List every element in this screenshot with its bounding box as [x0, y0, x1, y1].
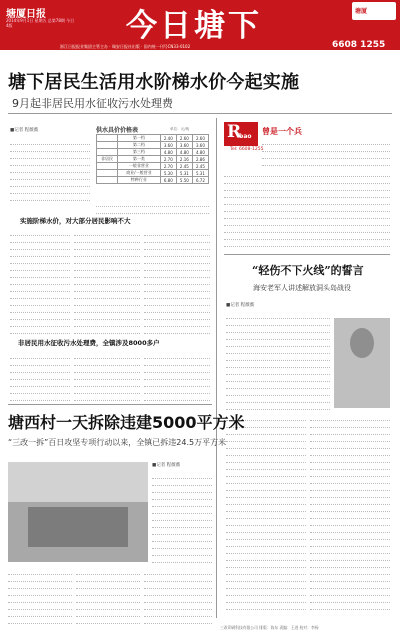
logo-text: 塘厦: [355, 8, 368, 15]
masthead: [0, 0, 400, 44]
price-table: [96, 134, 209, 184]
table-row: 第二档 3.60 3.60 3.60: [97, 142, 209, 149]
cut-story-body-4: [144, 568, 212, 624]
lead-body-7: [144, 352, 210, 402]
divider: [224, 254, 390, 255]
lead-body-3: [74, 229, 140, 334]
column-name: 曾是一个兵: [262, 127, 302, 136]
page-title: 今日塘下: [126, 8, 262, 44]
price-table-title: 供水具价价格表: [96, 127, 139, 134]
column-body: [224, 170, 390, 248]
column-divider: [216, 118, 217, 618]
table-row: 特种行业 6.80 5.50 6.72: [97, 177, 209, 184]
lead-body-1: [10, 138, 90, 208]
paper-name: 塘厦日报: [6, 9, 46, 20]
paper-logo: [352, 2, 396, 20]
cut-story-body-3: [76, 568, 140, 624]
lead-subsection-1: 实施阶梯水价，对大部分居民影响不大: [20, 217, 131, 225]
lead-body-2: [10, 229, 70, 334]
price-table-unit: 单位：元/吨: [170, 127, 190, 131]
lead-byline: ■记者 程薇薇: [10, 128, 39, 133]
lead-body-6: [74, 352, 140, 402]
cut-story-title: 塘西村一天拆除违建5000平方米: [8, 413, 245, 432]
paper-date: 2014年9月1日 星期五 总第78期 今日4版: [6, 18, 75, 28]
column-logo: [224, 122, 258, 146]
column-logo-label: ibao: [237, 133, 252, 140]
demolition-photo: [8, 462, 148, 562]
divider: [8, 113, 392, 114]
right-story-subtitle: 海安老军人讲述解放洞头岛战役: [253, 284, 351, 292]
table-note: [96, 200, 209, 214]
table-row: 第三档 4.80 4.80 4.80: [97, 149, 209, 156]
right-story-body-1: [226, 312, 330, 412]
column-intro: [262, 138, 390, 168]
lead-body-5: [10, 352, 70, 402]
hotline-number: 6608 1255: [332, 40, 386, 50]
divider: [8, 404, 212, 405]
cut-story-subtitle: “三改一拆”百日攻坚专项行动以来，全镇已拆违24.5万平方米: [8, 438, 227, 447]
table-row: 非居民 第一类 2.70 2.16 2.86: [97, 156, 209, 163]
table-row: 一般非营业 2.70 2.45 2.45: [97, 163, 209, 170]
cut-story-body-1: [152, 472, 212, 564]
cut-story-byline: ■记者 程薇薇: [152, 463, 181, 468]
column-tel: Tel: 6608-1255: [230, 147, 264, 152]
page-footer: 三改印刷科技有限公司 排版：陈东 责编：王进 校对：李杨: [220, 625, 319, 630]
lead-subhead: 9月起非居民用水征收污水处理费: [12, 97, 173, 110]
lead-headline: 塘下居民生活用水阶梯水价今起实施: [8, 72, 300, 93]
strip-text: 浙江日报报业集团主管主办 · 瑞安日报社出版 · 国内统一刊号CN33-0102: [60, 44, 191, 49]
lead-subsection-2: 非居民用水征收污水处理费，全镇涉及8000多户: [18, 339, 160, 347]
right-story-body-3: [310, 414, 390, 619]
cut-story-body-2: [8, 568, 72, 624]
lead-body-4: [144, 229, 210, 334]
right-story-title: “轻伤不下火线”的誓言: [252, 264, 364, 277]
table-row: 商业/一般营业 5.30 5.31 5.31: [97, 170, 209, 177]
right-story-body-2: [226, 414, 306, 619]
portrait-photo: [334, 318, 390, 408]
table-row: 第一档 2.40 2.60 2.60: [97, 135, 209, 142]
right-story-byline: ■记者 程薇薇: [226, 303, 255, 308]
column-logo-r: R: [227, 122, 242, 142]
